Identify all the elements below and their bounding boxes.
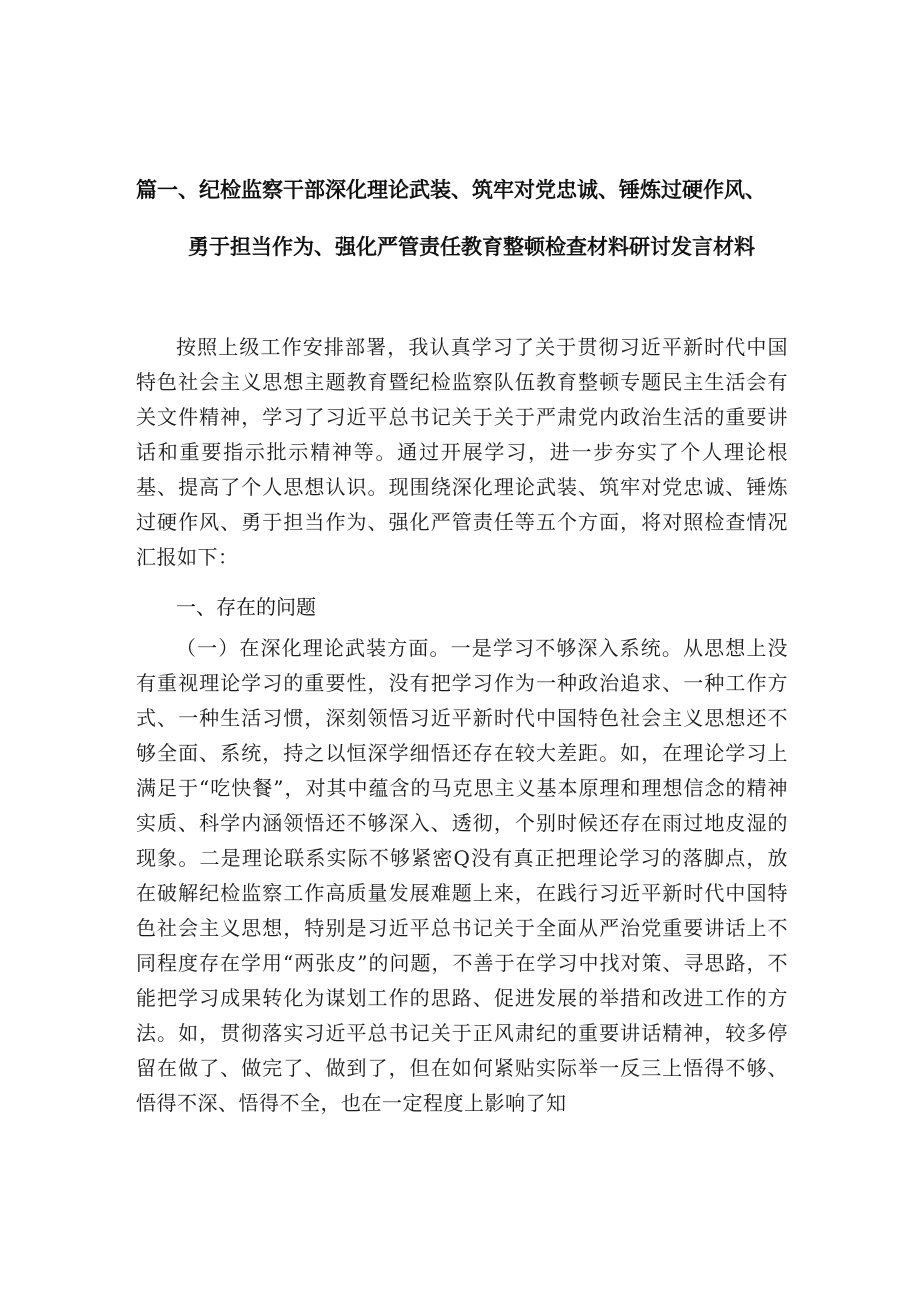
- intro-paragraph: 按照上级工作安排部署，我认真学习了关于贯彻习近平新时代中国特色社会主义思想主题教育暨纪检监察队伍教育整顿专题民主生活会有关文件精神，学习了习近平总书记关于关于严肃党内政治生活的重要讲话和重要指示批示精神等。通过开展学习，进一步夯实了个人理论根基、提高了个人思想认识。现围绕深化理论武装、筑牢对党忠诚、锤炼过硬作风、勇于担当作为、强化严管责任等五个方面，将对照检查情况汇报如下：: [136, 335, 788, 569]
- document-title-line-1: 篇一、纪检监察干部深化理论武装、筑牢对党忠诚、锤炼过硬作风、: [136, 178, 766, 202]
- document-title-line-2: 勇于担当作为、强化严管责任教育整顿检查材料研讨发言材料: [188, 235, 755, 259]
- paragraph-1: （一）在深化理论武装方面。一是学习不够深入系统。从思想上没有重视理论学习的重要性，没有把学习作为一种政治追求、一种工作方式、一种生活习惯，深刻领悟习近平新时代中国特色社会主义思想还不够全面、系统，持之以恒深学细悟还存在较大差距。如，在理论学习上满足于“吃快餐”，对其中蕴含的马克思主义基本原理和理想信念的精神实质、科学内涵领悟还不够深入、透彻，个别时候还存在雨过地皮湿的现象。二是理论联系实际不够紧密Q没有真正把理论学习的落脚点，放在破解纪检监察工作高质量发展难题上来，在践行习近平新时代中国特色社会主义思想，特别是习近平总书记关于全面从严治党重要讲话上不同程度存在学用“两张皮”的问题，不善于在学习中找对策、寻思路，不能把学习成果转化为谋划工作的思路、促进发展的举措和改进工作的方法。如，贯彻落实习近平总书记关于正风肃纪的重要讲话精神，较多停留在做了、做完了、做到了，但在如何紧贴实际举一反三上悟得不够、悟得不深、悟得不全，也在一定程度上影响了知: [136, 636, 788, 1115]
- section-heading: 一、存在的问题: [176, 595, 316, 619]
- intro-section: [136, 330, 788, 575]
- problems-section: [136, 631, 788, 1121]
